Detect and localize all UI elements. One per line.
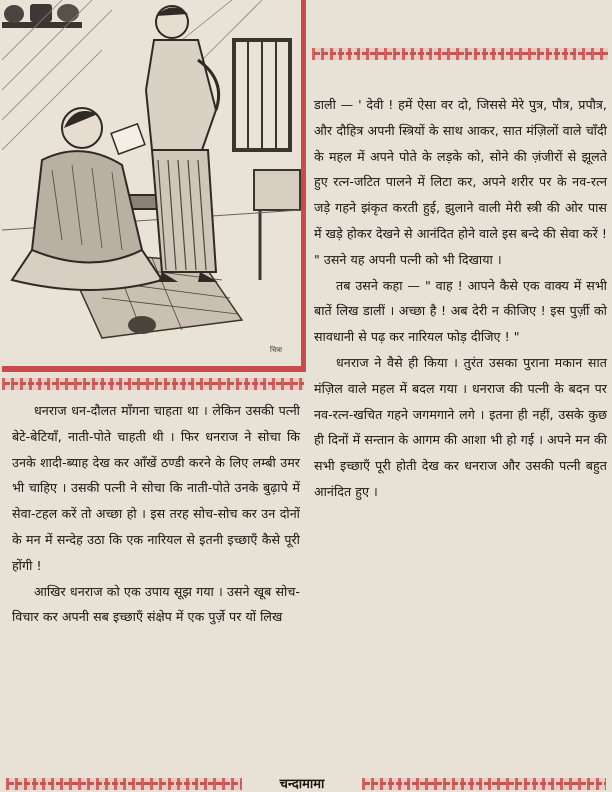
paragraph: धनराज ने वैसे ही किया । तुरंत उसका पुराना मकान सात मंज़िल वाले महल में बदल गया । धनराज की पत्नी के बदन पर नव-रत्न-खचित गहने जगमगाने लगे । इतना ही नहीं, उसके कुछ ही दिनों में सन्तान के आगम की आशा भी हो गई । अपने मन की सभी इच्छाएँ पूरी होती देख कर धनराज और उसकी पत्नी बहुत आनंदित हुए ।	[314, 354, 607, 499]
decorative-border-top-right	[312, 48, 608, 60]
left-column-text	[12, 398, 300, 630]
paragraph: तब उसने कहा — " वाह ! आपने कैसे एक वाक्य में सभी बातें लिख डालीं । अच्छा है ! अब देरी न कीजिए ! इस पुर्ज़ी को सावधानी से पढ़ कर नारियल फोड़ दीजिए ! "	[314, 277, 607, 345]
footer-border-right	[362, 778, 606, 790]
right-column-text	[314, 92, 607, 505]
paragraph: धनराज धन-दौलत माँगना चाहता था । लेकिन उसकी पत्नी बेटे-बेटियाँ, नाती-पोते चाहती थी । फिर धनराज ने सोचा कि उनके शादी-ब्याह देख कर आँखें ठण्डी करने के लिए लम्बी उमर भी चाहिए । उसकी पत्नी ने सोचा कि नाती-पोते उनके बुढ़ापे में सेवा-टहल करें तो अच्छा हो । इस तरह सोच-सोच कर उन दोनों के मन में सन्देह उठा कि एक नारियल से इतनी इच्छाएँ कैसे पूरी होंगी !	[12, 403, 300, 573]
story-illustration	[2, 0, 306, 372]
footer-border-left	[6, 778, 242, 790]
illustrator-signature: चित्रा	[270, 346, 282, 354]
page-footer	[0, 772, 612, 792]
magazine-name: चन्दामामा	[279, 777, 325, 792]
paragraph: आखिर धनराज को एक उपाय सूझ गया । उसने खूब सोच-विचार कर अपनी सब इच्छाएँ संक्षेप में एक पुर्ज़े पर यों लिख	[12, 583, 300, 625]
illustration-drawing	[2, 0, 301, 366]
paragraph: डाली — ' देवी ! हमें ऐसा वर दो, जिससे मेरे पुत्र, पौत्र, प्रपौत्र, और दौहित्र अपनी स्त्रियों के साथ आकर, सात मंज़िलों वाले चाँदी के महल में अपने पोते के लड़के को, सोने की ज़ंजीरों से झूलते हुए रत्न-जटित पालने में लिटा कर, अपने शरीर पर के नव-रत्न जड़े गहने झंकृत करती हुई, झुलाने वाली मेरी स्त्री की ओर पास में खड़े होकर देखने से आनंदित होने वाले इस बन्दे की सेवा करें ! " उसने यह अपनी पत्नी को भी दिखाया ।	[314, 97, 607, 267]
decorative-border-middle-left	[2, 378, 304, 390]
